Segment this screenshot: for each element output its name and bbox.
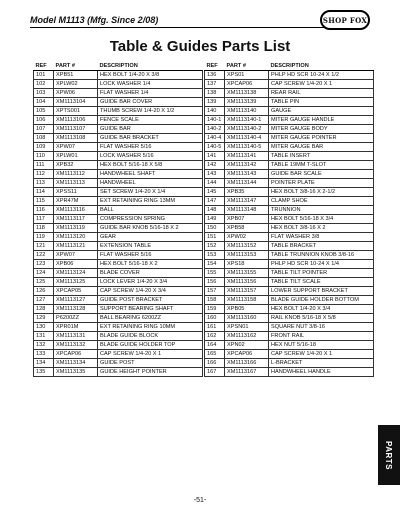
part-number-cell: XM1113113 [54,179,98,188]
part-header: PART # [225,62,269,71]
table-row [205,188,374,197]
part-number-cell: XM1113117 [54,215,98,224]
part-number-cell: XM1113104 [54,98,98,107]
description-cell: TABLE BRACKET [269,242,374,251]
description-cell: CAP SCREW 1/4-20 X 1 [269,350,374,359]
description-cell: HEX BOLT 3/8-16 X 2-1/2 [269,188,374,197]
part-number-cell: XM1113128 [54,305,98,314]
part-number-cell: XPB32 [54,161,98,170]
ref-cell: 148 [205,206,225,215]
parts-table-left-body [34,71,203,377]
ref-cell: 114 [34,188,54,197]
ref-cell: 145 [205,188,225,197]
description-cell: HEX BOLT 5/16-18 X 3/4 [269,215,374,224]
ref-cell: 141 [205,152,225,161]
part-number-cell: XM1113121 [54,242,98,251]
table-row [205,224,374,233]
part-number-cell: XPCAP05 [54,287,98,296]
table-row [205,242,374,251]
description-cell: HEX BOLT 5/16-18 X 5/8 [98,161,203,170]
part-number-cell: XPW02 [225,233,269,242]
part-number-cell: XPCAP06 [54,350,98,359]
parts-table-right-body [205,71,374,377]
ref-cell: 159 [205,305,225,314]
part-number-cell: XM1113140-5 [225,143,269,152]
part-number-cell: XM1113140-4 [225,134,269,143]
description-cell: HEX BOLT 1/4-20 X 3/8 [98,71,203,80]
ref-cell: 109 [34,143,54,152]
parts-table-left [33,62,203,377]
ref-cell: 117 [34,215,54,224]
part-number-cell: XM1113156 [225,278,269,287]
ref-cell: 142 [205,161,225,170]
table-row [34,116,203,125]
ref-cell: 155 [205,269,225,278]
table-row [34,332,203,341]
ref-cell: 139 [205,98,225,107]
part-number-cell: XPSN01 [225,323,269,332]
ref-cell: 124 [34,269,54,278]
table-row [34,305,203,314]
part-number-cell: XPW07 [54,143,98,152]
description-cell: COMPRESSION SPRING [98,215,203,224]
ref-cell: 138 [205,89,225,98]
description-cell: GEAR [98,233,203,242]
description-cell: SUPPORT BEARING SHAFT [98,305,203,314]
part-number-cell: XPS01 [225,71,269,80]
ref-cell: 165 [205,350,225,359]
description-header: DESCRIPTION [269,62,374,71]
description-cell: GUIDE BAR BRACKET [98,134,203,143]
ref-cell: 143 [205,170,225,179]
description-cell: FLAT WASHER 5/16 [98,251,203,260]
header-rule [30,27,330,28]
description-cell: CAP SCREW 1/4-20 X 3/4 [98,287,203,296]
table-row [34,134,203,143]
ref-cell: 105 [34,107,54,116]
part-number-cell: XM1113107 [54,125,98,134]
ref-cell: 118 [34,224,54,233]
part-number-cell: XPCAP06 [225,350,269,359]
description-cell: HEX BOLT 5/16-18 X 2 [98,260,203,269]
description-cell: TABLE TRUNNION KNOB 3/8-16 [269,251,374,260]
part-number-cell: XM1113108 [54,134,98,143]
table-row [205,89,374,98]
part-number-cell: XM1113167 [225,368,269,377]
table-row [205,197,374,206]
description-cell: RAIL KNOB 5/16-18 X 5/8 [269,314,374,323]
page-number: -51- [193,497,207,504]
part-number-cell: XPLW01 [54,152,98,161]
part-number-cell: XPTS001 [54,107,98,116]
description-cell: HANDWHEEL [98,179,203,188]
ref-cell: 103 [34,89,54,98]
description-cell: GUIDE POST BRACKET [98,296,203,305]
description-cell: LOCK WASHER 1/4 [98,80,203,89]
table-row [34,350,203,359]
ref-cell: 136 [205,71,225,80]
ref-cell: 140-1 [205,116,225,125]
description-cell: MITER GAUGE POINTER [269,134,374,143]
ref-cell: 149 [205,215,225,224]
description-cell: CAP SCREW 1/4-20 X 1 [269,80,374,89]
ref-cell: 101 [34,71,54,80]
description-cell: FLAT WASHER 3/8 [269,233,374,242]
description-cell: TABLE TILT POINTER [269,269,374,278]
part-number-cell: XM1113131 [54,332,98,341]
description-cell: EXT RETAINING RING 13MM [98,197,203,206]
part-number-cell: XPB05 [225,305,269,314]
ref-header: REF [34,62,54,71]
part-number-cell: XPW07 [54,251,98,260]
description-cell: GUIDE POST [98,359,203,368]
parts-section-tab [378,425,400,485]
description-cell: HEX BOLT 1/4-20 X 3/4 [269,305,374,314]
part-number-cell: XM1113139 [225,98,269,107]
description-cell: BALL [98,206,203,215]
table-row [205,107,374,116]
table-row [205,206,374,215]
table-row [34,71,203,80]
ref-cell: 132 [34,341,54,350]
table-row [34,206,203,215]
page-title: Table & Guides Parts List [109,38,291,55]
table-row [34,242,203,251]
part-number-cell: XM1113124 [54,269,98,278]
table-row [205,152,374,161]
part-number-cell: XM1113147 [225,197,269,206]
description-cell: THUMB SCREW 1/4-20 X 1/2 [98,107,203,116]
table-row [205,170,374,179]
part-number-cell: XM1113134 [54,359,98,368]
table-row [34,98,203,107]
part-number-cell: XPB35 [225,188,269,197]
part-number-cell: XM1113153 [225,251,269,260]
part-number-cell: XM1113158 [225,296,269,305]
ref-cell: 134 [34,359,54,368]
ref-cell: 106 [34,116,54,125]
table-row [205,80,374,89]
table-row [205,359,374,368]
part-number-cell: XM1113148 [225,206,269,215]
description-cell: PHLP HD SCR 10-24 X 1/2 [269,71,374,80]
ref-cell: 129 [34,314,54,323]
description-cell: PHLP HD SCR 10-24 X 1/4 [269,260,374,269]
part-number-cell: XPS18 [225,260,269,269]
table-row [205,278,374,287]
ref-cell: 166 [205,359,225,368]
part-number-cell: XM1113142 [225,161,269,170]
ref-cell: 140-2 [205,125,225,134]
description-cell: MITER GAUGE BODY [269,125,374,134]
ref-cell: 140 [205,107,225,116]
part-number-cell: XM1113138 [225,89,269,98]
ref-cell: 119 [34,233,54,242]
ref-cell: 110 [34,152,54,161]
part-number-cell: XPB07 [225,215,269,224]
ref-cell: 164 [205,341,225,350]
description-header: DESCRIPTION [98,62,203,71]
model-label: Model M1113 (Mfg. Since 2/08) [30,15,159,25]
ref-cell: 112 [34,170,54,179]
table-row [34,287,203,296]
ref-cell: 130 [34,323,54,332]
ref-cell: 152 [205,242,225,251]
table-row [205,269,374,278]
description-cell: EXT RETAINING RING 10MM [98,323,203,332]
table-row [34,368,203,377]
ref-cell: 158 [205,296,225,305]
part-number-cell: XM1113155 [225,269,269,278]
description-cell: CLAMP SHOE [269,197,374,206]
ref-cell: 116 [34,206,54,215]
description-cell: TABLE INSERT [269,152,374,161]
part-number-cell: XM1113127 [54,296,98,305]
description-cell: LOWER SUPPORT BRACKET [269,287,374,296]
description-cell: GUIDE HEIGHT POINTER [98,368,203,377]
table-row [205,71,374,80]
description-cell: TABLE 19MM T-SLOT [269,161,374,170]
table-row [205,368,374,377]
part-number-cell: XM1113135 [54,368,98,377]
part-number-cell: XM1113140 [225,107,269,116]
part-number-cell: P6200ZZ [54,314,98,323]
ref-cell: 131 [34,332,54,341]
table-row [205,161,374,170]
part-number-cell: XM1113144 [225,179,269,188]
description-cell: HANDWHEEL SHAFT [98,170,203,179]
description-cell: POINTER PLATE [269,179,374,188]
table-row [205,296,374,305]
table-row [34,251,203,260]
table-row [34,323,203,332]
ref-cell: 147 [205,197,225,206]
description-cell: LOCK LEVER 1/4-20 X 3/4 [98,278,203,287]
ref-cell: 140-5 [205,143,225,152]
table-row [205,341,374,350]
part-number-cell: XM1113166 [225,359,269,368]
page-header [30,10,370,32]
table-row [34,359,203,368]
table-row [205,233,374,242]
ref-cell: 133 [34,350,54,359]
part-number-cell: XM1113106 [54,116,98,125]
description-cell: TRUNNION [269,206,374,215]
description-cell: HEX BOLT 3/8-16 X 2 [269,224,374,233]
table-row [34,296,203,305]
table-row [34,170,203,179]
table-row [205,179,374,188]
table-row [34,143,203,152]
part-number-cell: XPB51 [54,71,98,80]
parts-table-right [204,62,374,377]
table-row [34,233,203,242]
ref-cell: 108 [34,134,54,143]
table-row [205,314,374,323]
part-number-cell: XPCAP06 [225,80,269,89]
description-cell: FENCE SCALE [98,116,203,125]
ref-cell: 123 [34,260,54,269]
part-number-cell: XPR01M [54,323,98,332]
table-row [34,80,203,89]
table-row [205,251,374,260]
description-cell: GUIDE BAR KNOB 5/16-18 X 2 [98,224,203,233]
table-row [205,323,374,332]
part-number-cell: XPB06 [54,260,98,269]
part-number-cell: XM1113152 [225,242,269,251]
table-row [34,314,203,323]
description-cell: L-BRACKET [269,359,374,368]
table-row [34,341,203,350]
part-number-cell: XM1113157 [225,287,269,296]
description-cell: BLADE GUIDE HOLDER BOTTOM [269,296,374,305]
description-cell: HEX NUT 5/16-18 [269,341,374,350]
ref-cell: 115 [34,197,54,206]
part-number-cell: XM1113120 [54,233,98,242]
ref-cell: 140-4 [205,134,225,143]
description-cell: MITER GAUGE BAR [269,143,374,152]
ref-cell: 111 [34,161,54,170]
part-number-cell: XM1113112 [54,170,98,179]
table-row [205,215,374,224]
table-row [34,269,203,278]
part-number-cell: XM1113125 [54,278,98,287]
table-row [34,188,203,197]
ref-cell: 125 [34,278,54,287]
part-number-cell: XM1113116 [54,206,98,215]
table-row [205,98,374,107]
description-cell: SET SCREW 1/4-20 X 1/4 [98,188,203,197]
table-row [205,116,374,125]
ref-cell: 167 [205,368,225,377]
table-header-row [205,62,374,71]
part-number-cell: XPB58 [225,224,269,233]
description-cell: GUIDE BAR COVER [98,98,203,107]
ref-cell: 107 [34,125,54,134]
table-row [205,143,374,152]
ref-cell: 151 [205,233,225,242]
description-cell: GUIDE BAR [98,125,203,134]
ref-cell: 104 [34,98,54,107]
part-number-cell: XM1113132 [54,341,98,350]
part-number-cell: XM1113141 [225,152,269,161]
part-number-cell: XM1113140-2 [225,125,269,134]
part-number-cell: XPN02 [225,341,269,350]
ref-cell: 113 [34,179,54,188]
table-row [205,305,374,314]
description-cell: GUIDE BAR SCALE [269,170,374,179]
part-number-cell: XPLW02 [54,80,98,89]
table-row [34,260,203,269]
table-row [34,179,203,188]
table-row [205,350,374,359]
table-row [34,89,203,98]
ref-cell: 150 [205,224,225,233]
table-row [205,125,374,134]
ref-cell: 157 [205,287,225,296]
table-row [205,332,374,341]
part-number-cell: XPR47M [54,197,98,206]
description-cell: BLADE COVER [98,269,203,278]
description-cell: MITER GAUGE HANDLE [269,116,374,125]
table-row [205,134,374,143]
table-row [34,152,203,161]
ref-cell: 102 [34,80,54,89]
description-cell: SQUARE NUT 3/8-16 [269,323,374,332]
ref-cell: 156 [205,278,225,287]
ref-cell: 162 [205,332,225,341]
ref-cell: 126 [34,287,54,296]
ref-cell: 128 [34,305,54,314]
table-row [34,215,203,224]
part-number-cell: XM1113119 [54,224,98,233]
part-number-cell: XM1113160 [225,314,269,323]
description-cell: FLAT WASHER 5/16 [98,143,203,152]
table-row [34,278,203,287]
description-cell: CAP SCREW 1/4-20 X 1 [98,350,203,359]
description-cell: REAR RAIL [269,89,374,98]
table-row [205,260,374,269]
table-row [34,125,203,134]
ref-cell: 161 [205,323,225,332]
part-number-cell: XM1113140-1 [225,116,269,125]
description-cell: BALL BEARING 6200ZZ [98,314,203,323]
table-header-row [34,62,203,71]
table-row [34,107,203,116]
description-cell: FRONT RAIL [269,332,374,341]
part-header: PART # [54,62,98,71]
ref-header: REF [205,62,225,71]
table-row [34,224,203,233]
ref-cell: 144 [205,179,225,188]
description-cell: FLAT WASHER 1/4 [98,89,203,98]
part-number-cell: XPSS11 [54,188,98,197]
parts-tab-label: PARTS [384,440,394,470]
description-cell: BLADE GUIDE HOLDER TOP [98,341,203,350]
part-number-cell: XM1113162 [225,332,269,341]
description-cell: TABLE TILT SCALE [269,278,374,287]
description-cell: EXTENSION TABLE [98,242,203,251]
ref-cell: 160 [205,314,225,323]
description-cell: HANDWHEEL HANDLE [269,368,374,377]
description-cell: LOCK WASHER 5/16 [98,152,203,161]
description-cell: GAUGE [269,107,374,116]
table-row [34,197,203,206]
ref-cell: 135 [34,368,54,377]
ref-cell: 127 [34,296,54,305]
ref-cell: 154 [205,260,225,269]
ref-cell: 153 [205,251,225,260]
part-number-cell: XPW06 [54,89,98,98]
ref-cell: 121 [34,242,54,251]
ref-cell: 122 [34,251,54,260]
table-row [205,287,374,296]
part-number-cell: XM1113143 [225,170,269,179]
table-row [34,161,203,170]
description-cell: TABLE PIN [269,98,374,107]
ref-cell: 137 [205,80,225,89]
shop-fox-logo: SHOP FOX [320,10,370,30]
description-cell: BLADE GUIDE BLOCK [98,332,203,341]
